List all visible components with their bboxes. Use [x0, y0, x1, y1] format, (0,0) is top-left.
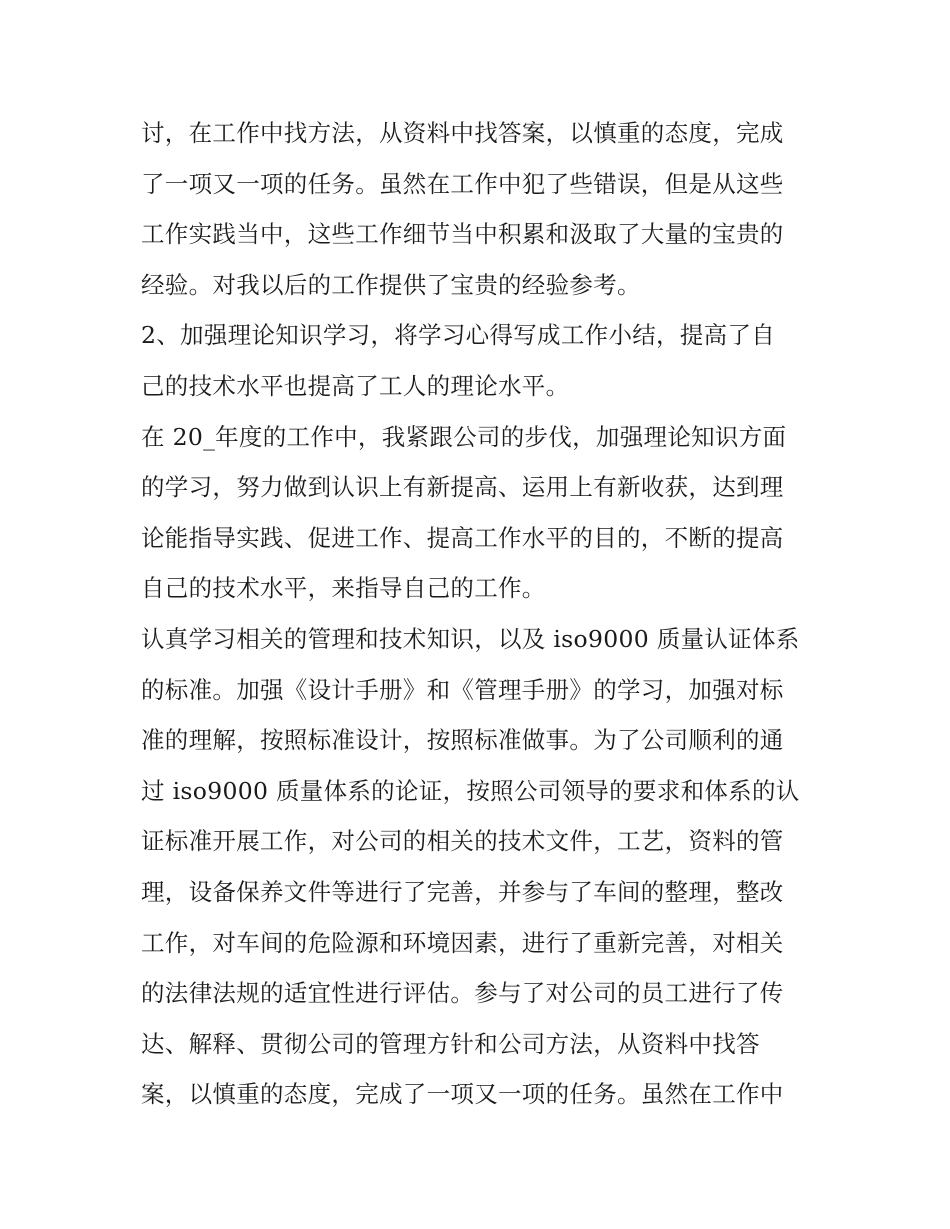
text-line: 论能指导实践、促进工作、提高工作水平的目的，不断的提高	[141, 523, 784, 552]
text-line: 证标准开展工作，对公司的相关的技术文件，工艺，资料的管	[141, 827, 784, 856]
text-line: 的法律法规的适宜性进行评估。参与了对公司的员工进行了传	[141, 979, 784, 1008]
text-line: 的学习，努力做到认识上有新提高、运用上有新收获，达到理	[141, 473, 784, 502]
text-line: 讨，在工作中找方法，从资料中找答案，以慎重的态度，完成	[141, 119, 784, 147]
text-line: 在 20_年度的工作中，我紧跟公司的步伐，加强理论知识方面	[141, 422, 787, 451]
text-line: 达、解释、贯彻公司的管理方针和公司方法，从资料中找答	[141, 1029, 760, 1058]
text-line: 案，以慎重的态度，完成了一项又一项的任务。虽然在工作中	[141, 1080, 784, 1109]
text-line: 工作实践当中，这些工作细节当中积累和汲取了大量的宝贵的	[141, 220, 784, 249]
text-line: 自己的技术水平，来指导自己的工作。	[141, 574, 546, 603]
text-line: 准的理解，按照标准设计，按照标准做事。为了公司顺利的通	[141, 726, 784, 755]
text-line: 经验。对我以后的工作提供了宝贵的经验参考。	[141, 270, 641, 299]
text-line: 己的技术水平也提高了工人的理论水平。	[141, 371, 570, 400]
text-line: 工作，对车间的危险源和环境因素，进行了重新完善，对相关	[141, 928, 784, 957]
text-line: 认真学习相关的管理和技术知识，以及 iso9000 质量认证体系	[141, 624, 800, 653]
text-line: 理，设备保养文件等进行了完善，并参与了车间的整理，整改	[141, 877, 784, 906]
text-line: 的标准。加强《设计手册》和《管理手册》的学习，加强对标	[141, 675, 784, 704]
text-line: 2、加强理论知识学习，将学习心得写成工作小结，提高了自	[141, 321, 776, 350]
body-text	[141, 108, 821, 1120]
text-line: 过 iso9000 质量体系的论证，按照公司领导的要求和体系的认	[141, 776, 800, 805]
text-line: 了一项又一项的任务。虽然在工作中犯了些错误，但是从这些	[141, 169, 784, 198]
